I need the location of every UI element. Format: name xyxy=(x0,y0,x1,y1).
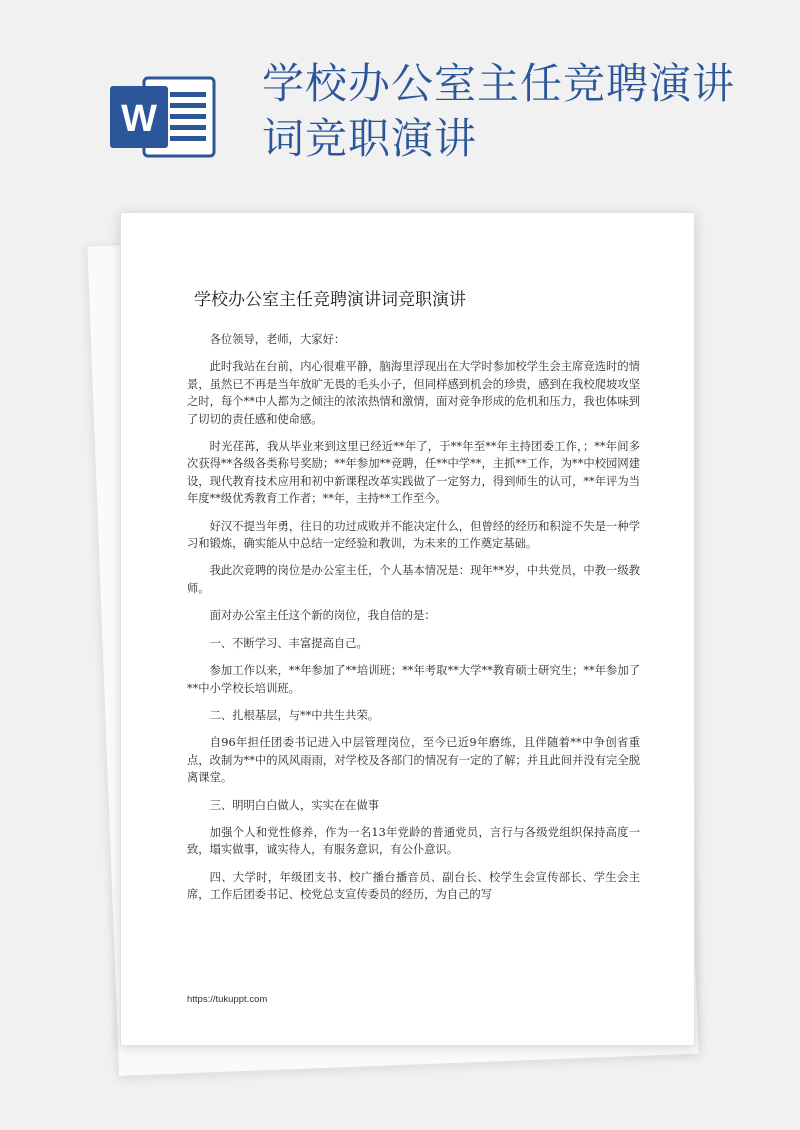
paragraph: 二、扎根基层，与**中共生共荣。 xyxy=(209,708,380,722)
paragraph: 我此次竞聘的岗位是办公室主任，个人基本情况是：现年**岁，中共党员，中教一级教师。 xyxy=(187,564,640,595)
page-title: 学校办公室主任竞聘演讲词竞职演讲 xyxy=(262,59,736,163)
document-body xyxy=(187,331,640,914)
document-page xyxy=(120,212,695,1046)
paragraph: 一、不断学习、丰富提高自己。 xyxy=(209,636,368,650)
paragraph: 面对办公室主任这个新的岗位，我自信的是： xyxy=(209,609,436,623)
paragraph: 时光荏苒，我从毕业来到这里已经近**年了，于**年至**年主持团委工作，；**年间多次获得**各级各类称号奖励；**年参加**竞聘，任**中学**，主抓**工作，为**中校园网建设，现代教育技术应用和初中新课程改革实践做了一定努力，得到师生的认可，**年评为当年度**级优秀教育工作者；**年，主持**工作至今。 xyxy=(187,440,640,506)
paragraph: 参加工作以来，**年参加了**培训班；**年考取**大学**教育硕士研究生；**年参加了**中小学校长培训班。 xyxy=(187,664,640,695)
paragraph: 加强个人和党性修养，作为一名13年党龄的普通党员，言行与各级党组织保持高度一致，塌实做事，诚实待人，有服务意识，有公仆意识。 xyxy=(187,825,640,857)
paragraph: 四、大学时，年级团支书、校广播台播音员、副台长、校学生会宣传部长、学生会主席，工作后团委书记、校党总支宣传委员的经历，为自己的写 xyxy=(187,870,640,902)
paragraph: 此时我站在台前，内心很难平静，脑海里浮现出在大学时参加校学生会主席竞选时的情景，虽然已不再是当年放旷无畏的毛头小子，但同样感到机会的珍贵，感到在我校爬坡攻坚之时，每个**中人都为之倾注的浓浓热情和激情，面对竞争形成的危机和压力，我也体味到了切切的责任感和使命感。 xyxy=(187,360,640,426)
document-title: 学校办公室主任竞聘演讲词竞职演讲 xyxy=(194,290,466,310)
paragraph: 自96年担任团委书记进入中层管理岗位，至今已近9年磨练，且伴随着**中争创省重点，改制为**中的风风雨雨，对学校及各部门的情况有一定的了解；并且此间并没有完全脱离课堂。 xyxy=(187,736,640,785)
paragraph: 好汉不提当年勇，往日的功过成败并不能决定什么，但曾经的经历和积淀不失是一种学习和锻炼，确实能从中总结一定经验和教训，为未来的工作奠定基础。 xyxy=(187,519,640,551)
paragraph: 各位领导，老师，大家好： xyxy=(209,333,346,346)
paragraph: 三、明明白白做人，实实在在做事 xyxy=(209,798,380,812)
word-icon xyxy=(108,72,218,162)
footer-link[interactable]: https://tukuppt.com xyxy=(187,994,268,1005)
svg-text:W: W xyxy=(121,98,157,140)
